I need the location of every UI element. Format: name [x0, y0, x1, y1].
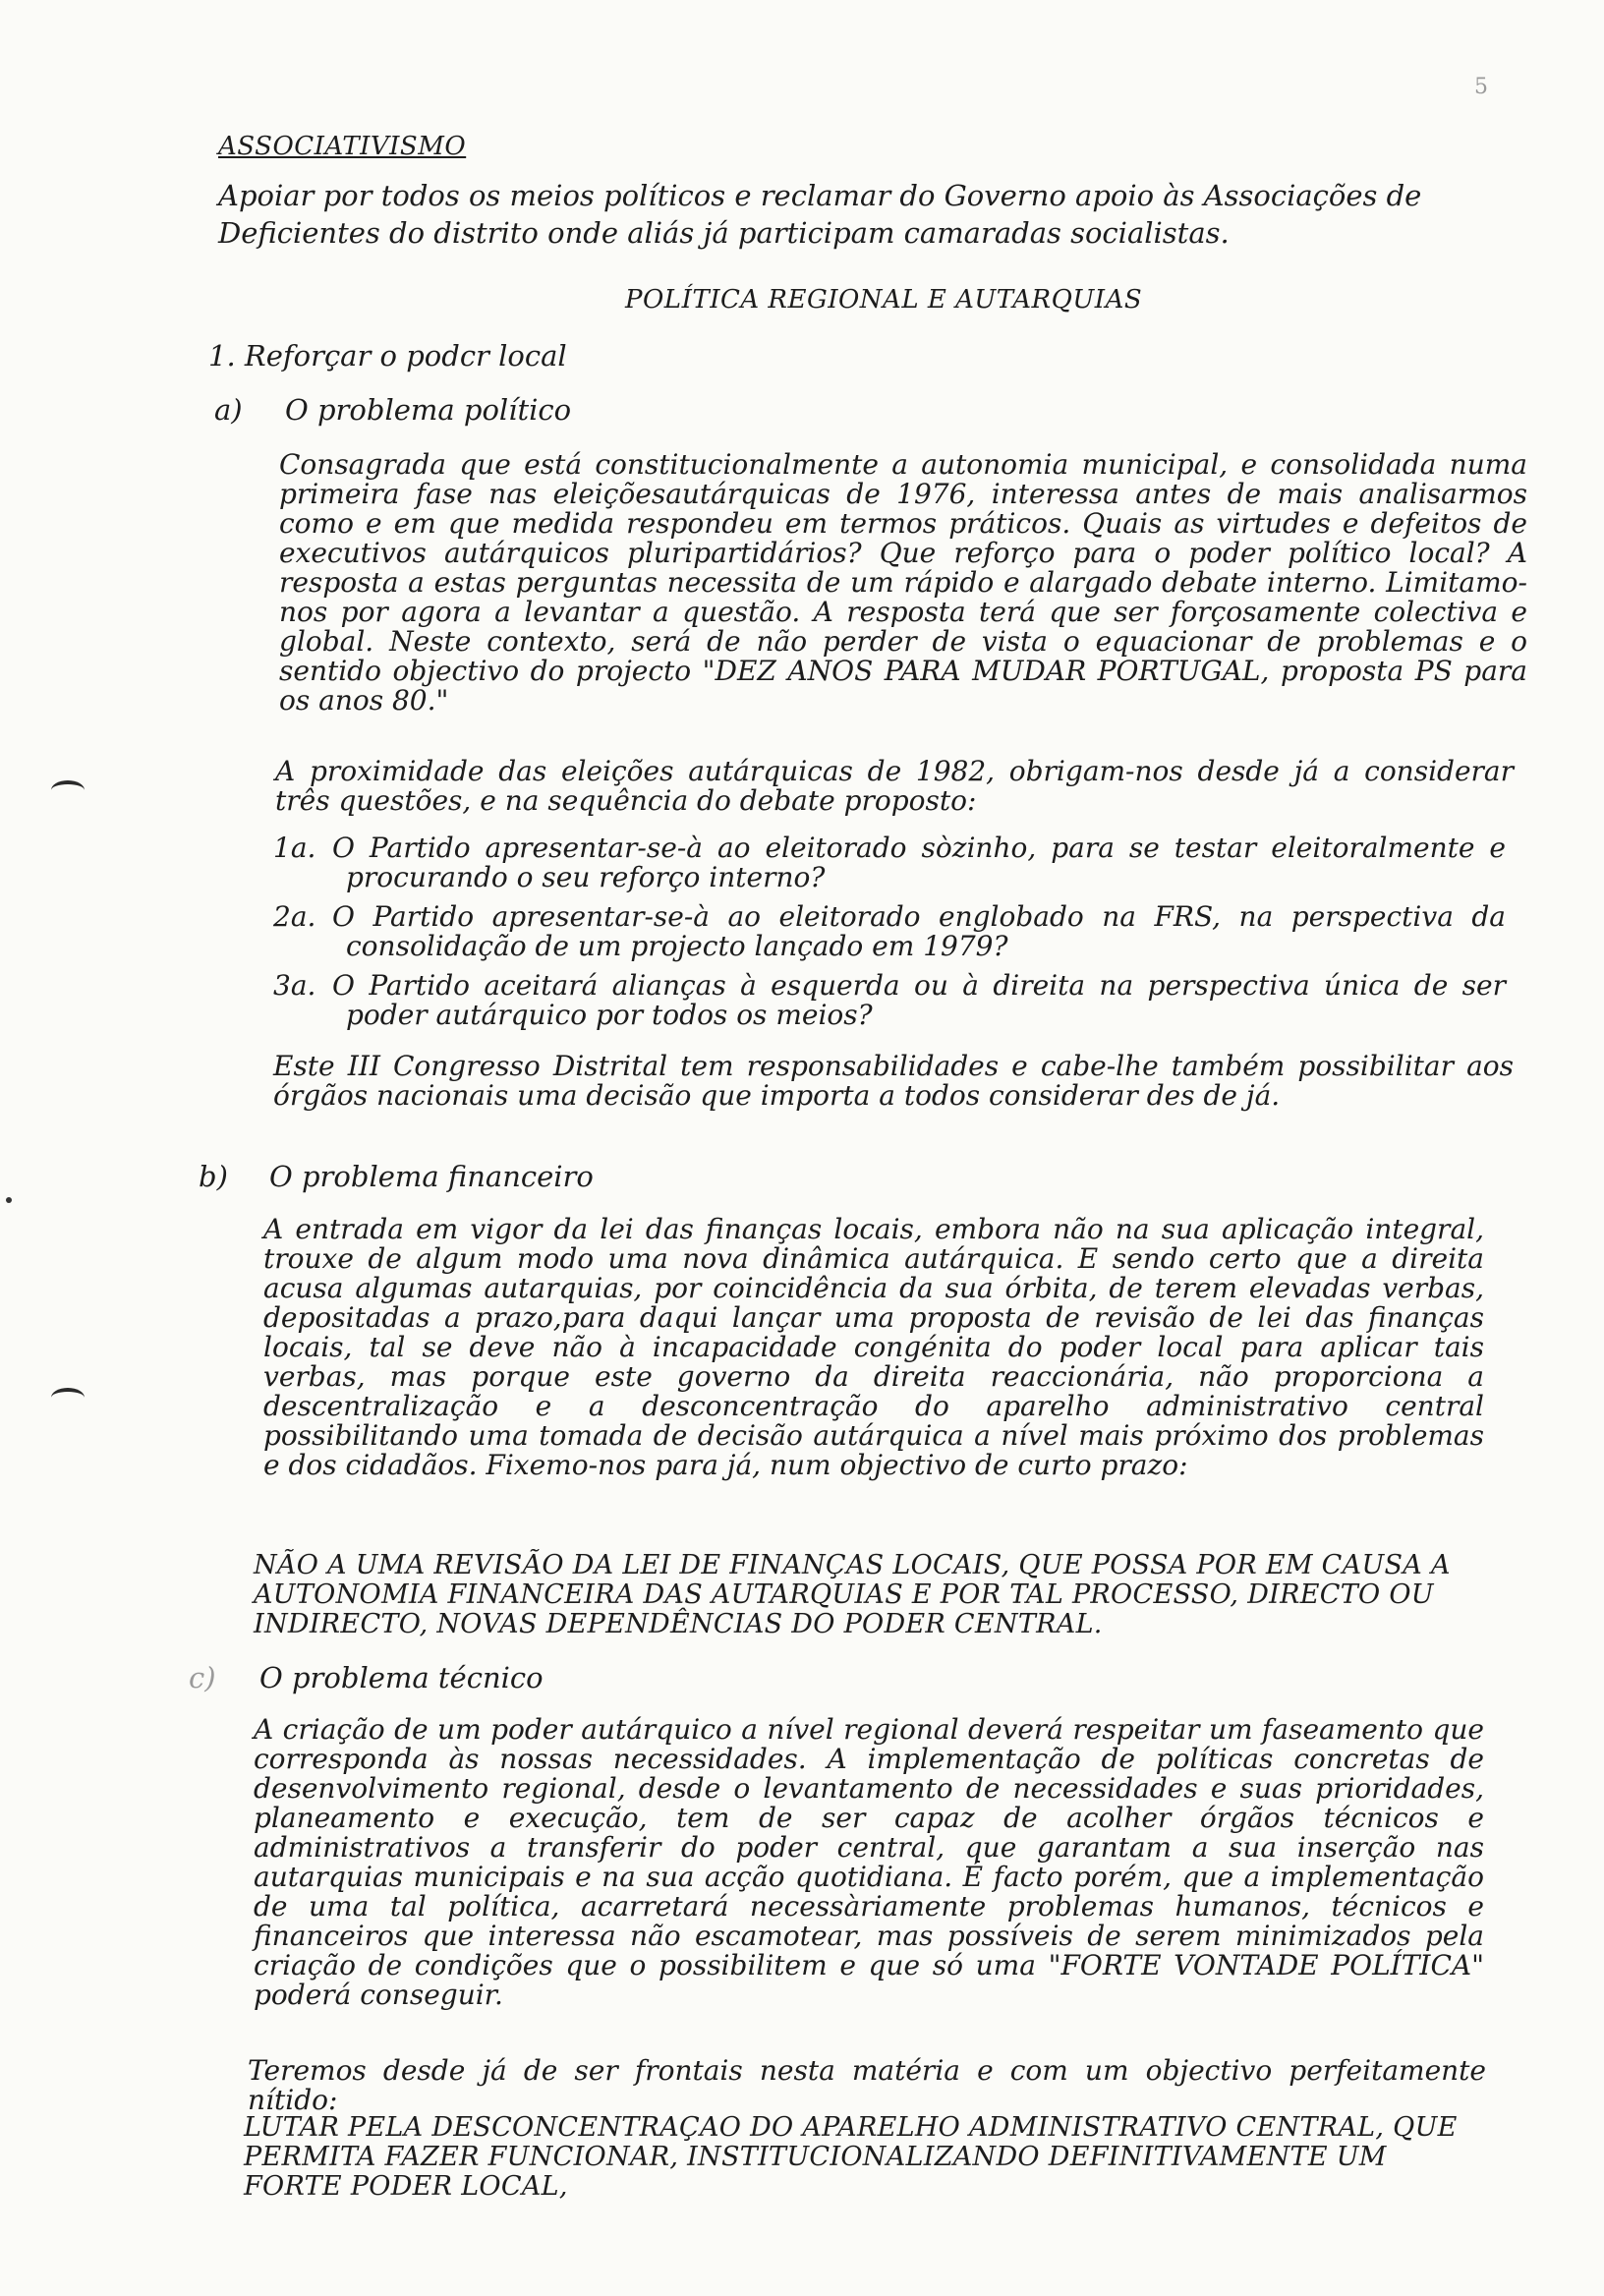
subsection-a-para3: Este III Congresso Distrital tem responsabilidades e cabe-lhe também possibilitar aos órgãos nacionais uma decisão que importa a todos considerar des de já. — [273, 1050, 1514, 1112]
item-1-heading: 1. Reforçar o podcr local — [208, 339, 567, 373]
subsection-c-objective: LUTAR PELA DESCONCENTRAÇAO DO APARELHO ADMINISTRATIVO CENTRAL, QUE PERMITA FAZER FUNCIONAR, INSTITUCIONALIZANDO DEFINITIVAMENTE UM FORTE PODER LOCAL, — [244, 2112, 1458, 2202]
subsection-b-title: O problema financeiro — [269, 1160, 594, 1193]
section-title: POLÍTICA REGIONAL E AUTARQUIAS — [625, 285, 1143, 315]
question-marker: 2a. — [273, 900, 316, 933]
subsection-a-marker: a) — [214, 393, 243, 427]
subsection-c-title: O problema técnico — [259, 1661, 544, 1694]
associativismo-text: Apoiar por todos os meios políticos e reclamar do Governo apoio às Associações de Deficientes do distrito onde aliás já participam camaradas socialistas. — [218, 179, 1422, 250]
subsection-b-para: A entrada em vigor da lei das finanças locais, embora não na sua aplicação integral, trouxe de algum modo uma nova dinâmica autárquica. E sendo certo que a direita acusa algumas autarquias, por coincidência da sua órbita, de terem elevadas verbas, depositadas a prazo,para daqui lançar uma proposta de revisão de lei das finanças locais, tal se deve não à incapacidade congénita do poder local para aplicar tais verbas, mas porque este governo da direita reaccionária, não proporciona a descentralização e a desconcentração do aparelho administrativo central possibilitando uma tomada de decisão autárquica a nível mais próximo dos problemas e dos cidadãos. Fixemo-nos para já, num objectivo de curto prazo: — [263, 1213, 1484, 1481]
associativismo-heading: ASSOCIATIVISMO — [218, 132, 467, 161]
subsection-a-para2: A proximidade das eleições autárquicas de 1982, obrigam-nos desde já a considerar três questões, e na sequência do debate proposto: — [275, 755, 1514, 817]
question-marker: 3a. — [273, 969, 316, 1002]
subsection-c-marker: c) — [189, 1661, 216, 1694]
question-text: O Partido apresentar-se-à ao eleitorado sòzinho, para se testar eleitoralmente e procurando o seu reforço interno? — [332, 832, 1506, 893]
scan-mark — [51, 1388, 85, 1407]
subsection-c-para: A criação de um poder autárquico a nível regional deverá respeitar um faseamento que corresponda às nossas necessidades. A implementação de políticas concretas de desenvolvimento regional, desde o levantamento de necessidades e suas prioridades, planeamento e execução, tem de ser capaz de acolher órgãos técnicos e administrativos a transferir do poder central, que garantam a sua inserção nas autarquias municipais e na sua acção quotidiana. É facto porém, que a implementação de uma tal política, acarretará necessàriamente problemas humanos, técnicos e financeiros que interessa não escamotear, mas possíveis de serem minimizados pela criação de condições que o possibilitem e que só uma "FORTE VONTADE POLÍTICA" poderá conseguir. — [254, 1713, 1484, 2011]
subsection-b-marker: b) — [199, 1160, 228, 1193]
subsection-a-title: O problema político — [285, 393, 572, 427]
subsection-c-para2: Teremos desde já de ser frontais nesta matéria e com um objectivo perfeitamente nítido: — [248, 2054, 1486, 2116]
subsection-b-objective: NÃO A UMA REVISÃO DA LEI DE FINANÇAS LOCAIS, QUE POSSA POR EM CAUSA A AUTONOMIA FINANCEIRA DAS AUTARQUIAS E POR TAL PROCESSO, DIRECTO OU INDIRECTO, NOVAS DEPENDÊNCIAS DO PODER CENTRAL. — [254, 1550, 1451, 1639]
subsection-a-para1: Consagrada que está constitucionalmente a autonomia municipal, e consolidada numa primeira fase nas eleiçõesautárquicas de 1976, interessa antes de mais analisarmos como e em que medida respondeu em termos práticos. Quais as virtudes e defeitos de executivos autárquicos pluripartidários? Que reforço para o poder político local? A resposta a estas perguntas necessita de um rápido e alargado debate interno. Limitamo-nos por agora a levantar a questão. A resposta terá que ser forçosamente colectiva e global. Neste contexto, será de não perder de vista o equacionar de problemas e o sentido objectivo do projecto "DEZ ANOS PARA MUDAR PORTUGAL, proposta PS para os anos 80." — [279, 448, 1527, 717]
question-text: O Partido aceitará alianças à esquerda ou à direita na perspectiva única de ser poder autárquico por todos os meios? — [332, 969, 1506, 1031]
scan-mark — [51, 780, 85, 800]
scan-dot — [6, 1197, 12, 1203]
question-marker: 1a. — [273, 832, 316, 864]
question-text: O Partido apresentar-se-à ao eleitorado englobado na FRS, na perspectiva da consolidação de um projecto lançado em 1979? — [332, 900, 1506, 962]
page-number: 5 — [1474, 75, 1488, 99]
